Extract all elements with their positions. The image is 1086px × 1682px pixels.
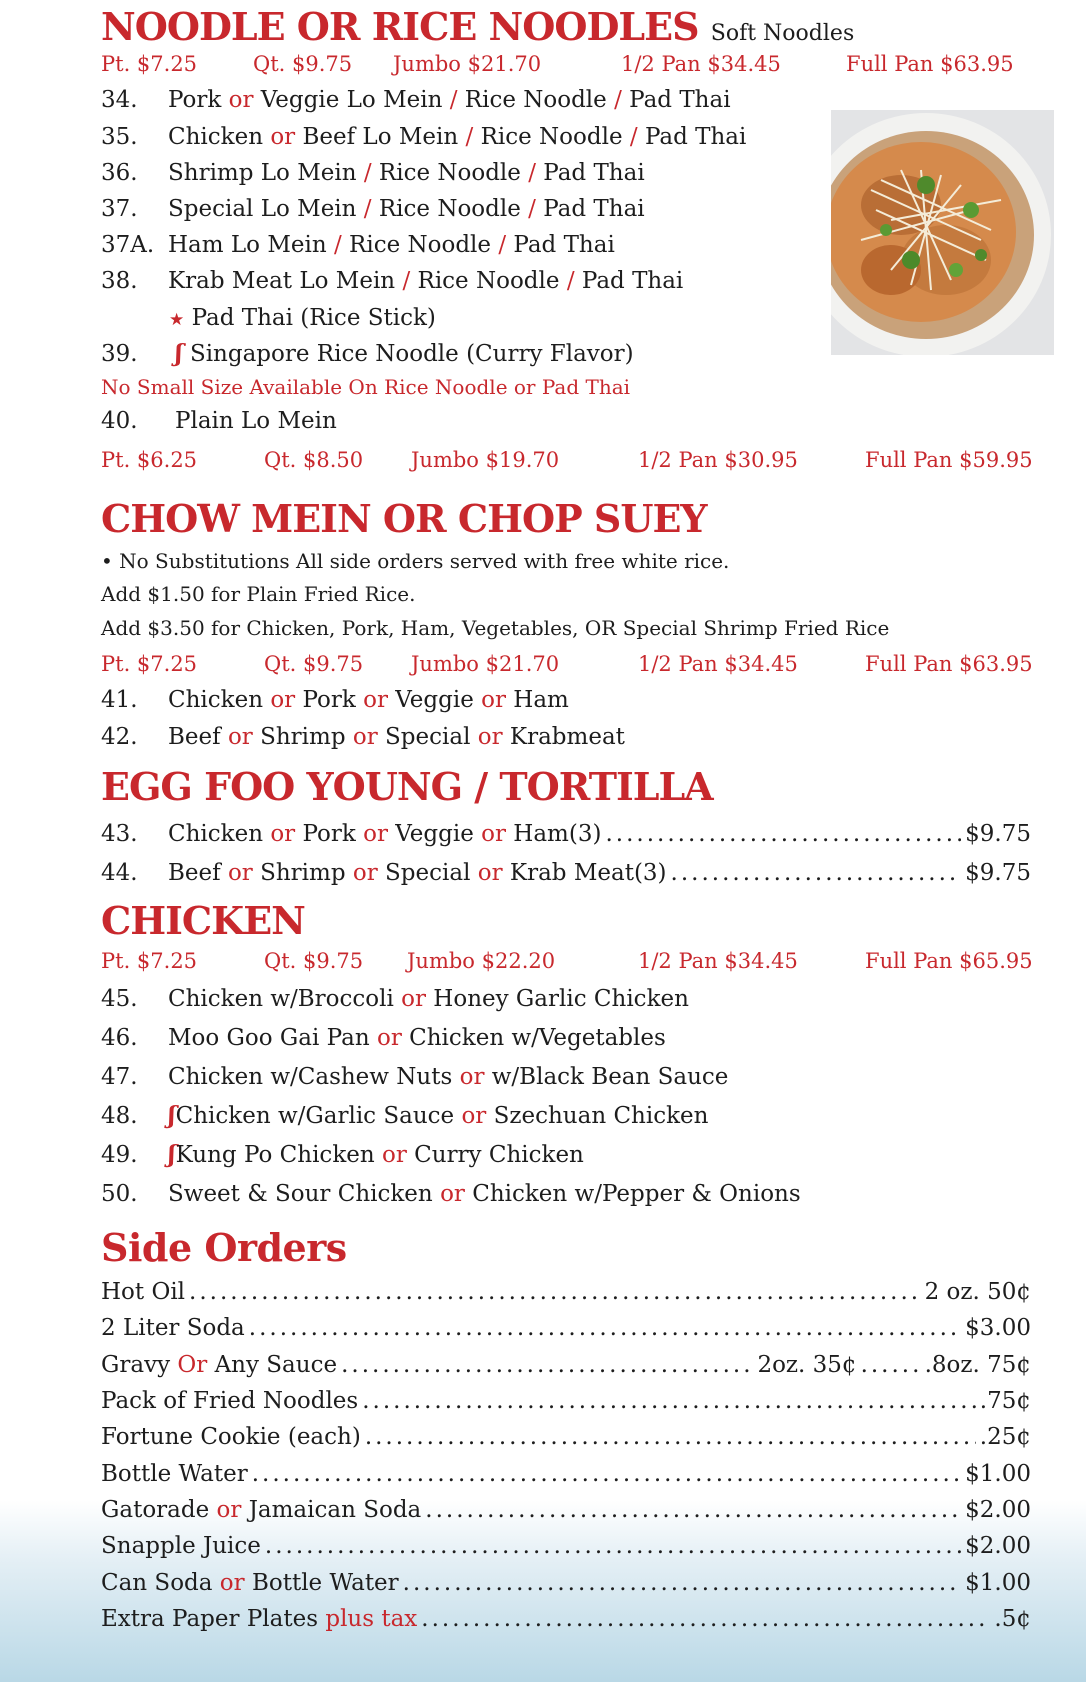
item-sep: / <box>629 124 638 150</box>
item-part: Chicken w/Garlic Sauce <box>175 1103 455 1129</box>
chow-note-substitutions: • No Substitutions All side orders served with free white rice. <box>101 549 730 573</box>
item-part: Pork <box>168 87 222 113</box>
price-jumbo: Jumbo $21.70 <box>411 652 560 676</box>
item-sep: / <box>465 124 474 150</box>
item-number: 37A. <box>101 232 155 258</box>
item-sep: / <box>528 196 536 222</box>
side-price: $2.00 <box>965 1533 1031 1559</box>
item-text <box>168 685 569 715</box>
item-text <box>169 303 436 335</box>
price-half-pan: 1/2 Pan $34.45 <box>638 652 798 676</box>
side-price: $2.00 <box>965 1497 1031 1523</box>
side-label: Hot Oil <box>101 1279 186 1305</box>
price-pt: Pt. $6.25 <box>101 448 198 472</box>
item-or: or <box>219 1570 245 1596</box>
price-jumbo: Jumbo $21.70 <box>393 52 542 76</box>
plus-tax-note: plus tax <box>325 1606 418 1632</box>
item-part: Pad Thai <box>543 196 645 222</box>
item-part: Kung Po Chicken <box>175 1142 375 1168</box>
dot-leader <box>861 1350 921 1380</box>
item-sep: / <box>333 232 342 258</box>
dot-leader <box>671 858 962 888</box>
item-part: Veggie <box>395 687 474 713</box>
price-qt: Qt. $9.75 <box>264 949 364 973</box>
price-pt: Pt. $7.25 <box>101 652 198 676</box>
side-price: .5¢ <box>994 1606 1031 1632</box>
item-part: Ham(3) <box>513 821 602 847</box>
item-part: Special Lo Mein <box>168 196 357 222</box>
chow-note-special-fried-rice: Add $3.50 for Chicken, Pork, Ham, Vegetables, OR Special Shrimp Fried Rice <box>101 616 890 640</box>
side-label: Bottle Water <box>101 1461 248 1487</box>
item-part: Chicken w/Broccoli <box>168 986 394 1012</box>
item-part: Veggie <box>395 821 474 847</box>
chili-pepper-icon: ʃ <box>168 1102 176 1129</box>
price-half-pan: 1/2 Pan $30.95 <box>638 448 798 472</box>
item-part: Special <box>385 724 471 750</box>
item-part: Veggie Lo Mein <box>260 87 443 113</box>
side-item-can-soda <box>101 1568 1031 1598</box>
item-part: Rice Noodle <box>349 232 492 258</box>
item-number: 42. <box>101 724 138 750</box>
item-text: Plain Lo Mein <box>175 408 337 434</box>
item-part: Singapore Rice Noodle (Curry Flavor) <box>189 341 634 367</box>
price-half-pan: 1/2 Pan $34.45 <box>638 949 798 973</box>
item-part: Moo Goo Gai Pan <box>168 1025 370 1051</box>
item-text <box>168 1140 584 1170</box>
item-part: Ham Lo Mein <box>168 232 327 258</box>
side-label: Pack of Fried Noodles <box>101 1388 359 1414</box>
side-label-part: Extra Paper Plates <box>101 1606 319 1632</box>
item-text <box>168 1062 728 1092</box>
side-item-paper-plates <box>101 1604 1031 1634</box>
item-number: 46. <box>101 1025 138 1051</box>
item-part: Pork <box>302 821 356 847</box>
dot-leader <box>252 1459 961 1489</box>
price-jumbo: Jumbo $22.20 <box>407 949 556 973</box>
section-title-side-orders: Side Orders <box>101 1225 347 1270</box>
side-label-part: Any Sauce <box>214 1352 338 1378</box>
item-part: Sweet & Sour Chicken <box>168 1181 433 1207</box>
item-part: Chicken <box>168 124 264 150</box>
price-full-pan: Full Pan $65.95 <box>865 949 1033 973</box>
dot-leader <box>362 1386 976 1416</box>
item-number: 47. <box>101 1064 138 1090</box>
item-or: or <box>481 687 506 713</box>
dot-leader <box>189 1277 921 1307</box>
section-title-egg-foo-young: EGG FOO YOUNG / TORTILLA <box>101 764 713 809</box>
item-part: Pad Thai <box>581 268 684 294</box>
item-part: Chicken w/Cashew Nuts <box>168 1064 453 1090</box>
noodles-subtitle: Soft Noodles <box>710 21 855 46</box>
item-part: Beef <box>168 724 221 750</box>
item-number: 43. <box>101 821 138 847</box>
side-item-snapple <box>101 1531 1031 1561</box>
side-item-hot-oil <box>101 1277 1031 1307</box>
item-or: or <box>363 821 388 847</box>
section-title-chow-mein: CHOW MEIN OR CHOP SUEY <box>101 496 707 541</box>
item-number: 49. <box>101 1142 138 1168</box>
item-part: Pork <box>302 687 356 713</box>
price-qt: Qt. $8.50 <box>264 448 364 472</box>
item-part: Chicken w/Pepper & Onions <box>472 1181 801 1207</box>
dot-leader <box>605 819 961 849</box>
item-or: or <box>227 860 253 886</box>
side-item-2-liter-soda <box>101 1313 1031 1343</box>
dot-leader <box>421 1604 990 1634</box>
pad-thai-photo <box>831 110 1054 355</box>
item-part: Krab Meat Lo Mein <box>168 268 396 294</box>
item-number: 35. <box>101 124 138 150</box>
dot-leader <box>403 1568 961 1598</box>
price-half-pan: 1/2 Pan $34.45 <box>621 52 781 76</box>
item-number: 41. <box>101 687 138 713</box>
side-label-part: Bottle Water <box>251 1570 399 1596</box>
item-text <box>168 194 645 224</box>
item-part: Beef <box>168 860 221 886</box>
item-text <box>101 819 601 849</box>
item-or: or <box>363 687 388 713</box>
item-part: Beef Lo Mein <box>302 124 459 150</box>
item-part: Pad Thai <box>543 160 645 186</box>
item-number: 40. <box>101 408 138 434</box>
price-qt: Qt. $9.75 <box>264 652 364 676</box>
item-text <box>175 339 634 369</box>
item-part: Rice Noodle <box>480 124 623 150</box>
section-title-chicken: CHICKEN <box>101 898 305 943</box>
side-label-part: Jamaican Soda <box>248 1497 422 1523</box>
price-qt: Qt. $9.75 <box>253 52 353 76</box>
item-part: Rice Noodle <box>417 268 560 294</box>
item-text <box>168 1179 801 1209</box>
item-number: 38. <box>101 268 138 294</box>
item-sep: / <box>566 268 575 294</box>
item-sep: / <box>363 160 372 186</box>
item-part: Krabmeat <box>509 724 625 750</box>
side-label <box>101 1495 421 1525</box>
item-part: Szechuan Chicken <box>493 1103 709 1129</box>
item-or: or <box>401 986 426 1012</box>
item-or: or <box>477 860 503 886</box>
side-item-gatorade <box>101 1495 1031 1525</box>
item-or: or <box>270 124 296 150</box>
price-pt: Pt. $7.25 <box>101 949 198 973</box>
item-or: Or <box>177 1352 208 1378</box>
item-part: Ham <box>513 687 569 713</box>
side-label <box>101 1350 337 1380</box>
item-price: $9.75 <box>965 821 1031 847</box>
side-label <box>101 1568 399 1598</box>
item-number: 34. <box>101 87 138 113</box>
side-label: Snapple Juice <box>101 1533 261 1559</box>
noodles-title-text: NOODLE OR RICE NOODLES <box>101 4 699 49</box>
side-price-small: 2oz. 35¢ <box>757 1352 857 1378</box>
item-part: Curry Chicken <box>414 1142 584 1168</box>
menu-item-44 <box>101 858 1031 888</box>
item-part: Chicken <box>168 821 264 847</box>
item-part: Rice Noodle <box>378 160 521 186</box>
dot-leader <box>249 1313 961 1343</box>
item-part: Chicken <box>168 687 264 713</box>
item-sep: / <box>449 87 458 113</box>
item-sep: / <box>498 232 507 258</box>
item-part: Chicken w/Vegetables <box>409 1025 666 1051</box>
side-price: .75¢ <box>979 1388 1031 1414</box>
item-part: Shrimp <box>260 860 346 886</box>
price-full-pan: Full Pan $59.95 <box>865 448 1033 472</box>
side-price: 2 oz. 50¢ <box>924 1279 1031 1305</box>
chow-note-plain-fried-rice: Add $1.50 for Plain Fried Rice. <box>101 582 416 606</box>
price-full-pan: Full Pan $63.95 <box>865 652 1033 676</box>
side-item-fried-noodles <box>101 1386 1031 1416</box>
side-price: $3.00 <box>965 1315 1031 1341</box>
item-text <box>168 984 689 1014</box>
item-part: Pad Thai <box>629 87 731 113</box>
item-text <box>168 230 615 260</box>
item-text <box>168 722 625 752</box>
side-label: 2 Liter Soda <box>101 1315 245 1341</box>
star-icon: ★ <box>169 310 185 330</box>
chili-pepper-icon: ʃ <box>175 340 183 367</box>
item-part: Shrimp Lo Mein <box>168 160 357 186</box>
side-item-bottle-water <box>101 1459 1031 1489</box>
item-text <box>168 85 731 115</box>
dot-leader <box>341 1350 753 1380</box>
item-text <box>168 158 645 188</box>
item-text <box>101 858 667 888</box>
side-price: $1.00 <box>965 1461 1031 1487</box>
item-text <box>168 1101 708 1131</box>
side-item-fortune-cookie <box>101 1422 1031 1452</box>
item-or: or <box>227 724 253 750</box>
side-item-gravy <box>101 1350 1031 1380</box>
item-or: or <box>270 687 296 713</box>
item-number: 44. <box>101 860 138 886</box>
item-price: $9.75 <box>965 860 1031 886</box>
chili-pepper-icon: ʃ <box>168 1141 176 1168</box>
item-text <box>168 1023 666 1053</box>
price-pt: Pt. $7.25 <box>101 52 198 76</box>
item-or: or <box>461 1103 487 1129</box>
no-small-size-note: No Small Size Available On Rice Noodle or Pad Thai <box>101 375 631 399</box>
item-part: Rice Noodle <box>378 196 521 222</box>
dot-leader <box>265 1531 961 1561</box>
item-part: Pad Thai (Rice Stick) <box>191 305 436 331</box>
item-or: or <box>481 821 506 847</box>
item-or: or <box>477 724 503 750</box>
item-sep: / <box>402 268 411 294</box>
item-part: Special <box>385 860 471 886</box>
side-price: $1.00 <box>965 1570 1031 1596</box>
item-part: w/Black Bean Sauce <box>491 1064 729 1090</box>
item-or: or <box>270 821 296 847</box>
side-label <box>101 1604 417 1634</box>
side-label: Fortune Cookie (each) <box>101 1424 361 1450</box>
item-number: 45. <box>101 986 138 1012</box>
item-number: 39. <box>101 341 138 367</box>
item-part: Pad Thai <box>644 124 747 150</box>
dot-leader <box>425 1495 961 1525</box>
item-sep: / <box>363 196 372 222</box>
price-full-pan: Full Pan $63.95 <box>846 52 1014 76</box>
side-label-part: Can Soda <box>101 1570 213 1596</box>
item-or: or <box>216 1497 242 1523</box>
dot-leader <box>365 1422 976 1452</box>
side-price: .8oz. 75¢ <box>924 1352 1031 1378</box>
item-number: 36. <box>101 160 138 186</box>
menu-item-43 <box>101 819 1031 849</box>
item-part: Shrimp <box>260 724 346 750</box>
side-label-part: Gravy <box>101 1352 171 1378</box>
item-text <box>168 122 746 152</box>
item-text <box>168 266 683 296</box>
item-or: or <box>440 1181 465 1207</box>
item-or: or <box>352 724 378 750</box>
item-part: Pad Thai <box>513 232 615 258</box>
item-number: 50. <box>101 1181 138 1207</box>
side-price: .25¢ <box>979 1424 1031 1450</box>
item-or: or <box>376 1025 402 1051</box>
item-part: Krab Meat(3) <box>509 860 667 886</box>
item-or: or <box>382 1142 407 1168</box>
item-sep: / <box>614 87 622 113</box>
noodle-bowl-illustration <box>831 110 1054 355</box>
item-number: 48. <box>101 1103 138 1129</box>
item-part: Honey Garlic Chicken <box>433 986 689 1012</box>
price-jumbo: Jumbo $19.70 <box>411 448 560 472</box>
item-number: 37. <box>101 196 138 222</box>
item-or: or <box>228 87 254 113</box>
item-or: or <box>459 1064 485 1090</box>
item-sep: / <box>528 160 536 186</box>
item-part: Rice Noodle <box>464 87 607 113</box>
item-or: or <box>352 860 378 886</box>
side-label-part: Gatorade <box>101 1497 210 1523</box>
